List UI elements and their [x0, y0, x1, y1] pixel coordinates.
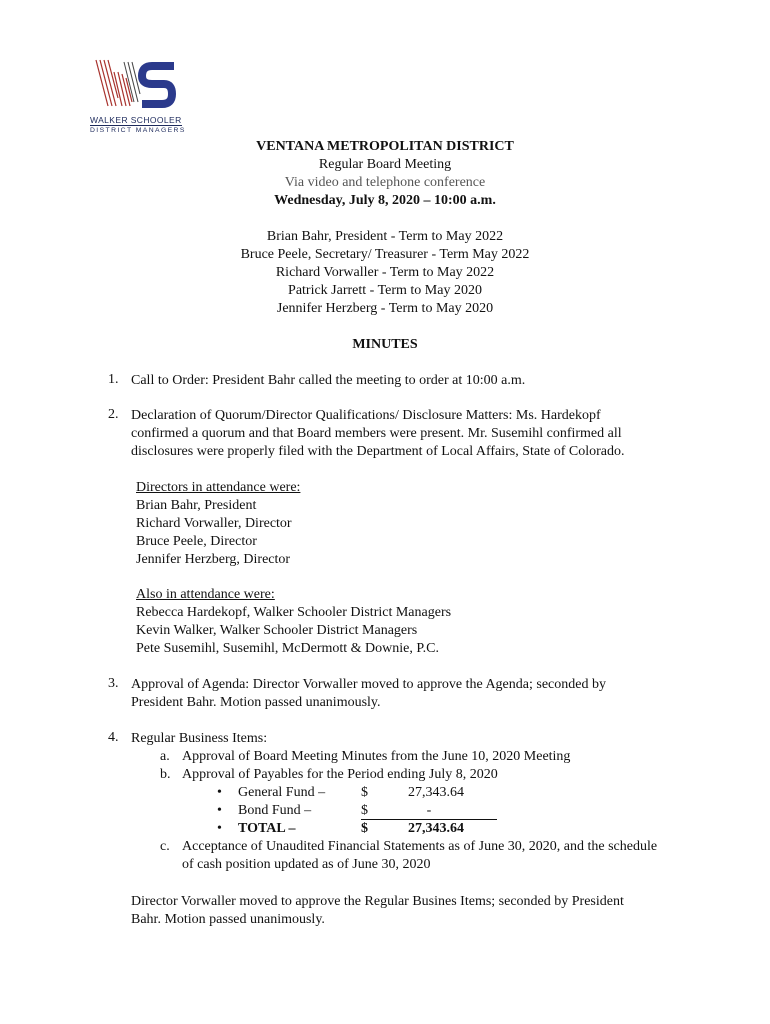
- board-member: Patrick Jarrett - Term to May 2020: [288, 283, 482, 298]
- director-entry: Bruce Peele, Director: [136, 534, 257, 549]
- item-number: 3.: [108, 676, 119, 691]
- director-entry: Richard Vorwaller, Director: [136, 516, 292, 531]
- motion-line1: Director Vorwaller moved to approve the Regular Busines Items; seconded by President: [131, 894, 624, 909]
- subitem-label: b.: [160, 767, 171, 782]
- bullet-icon: •: [217, 821, 222, 836]
- item-agenda-line2: President Bahr. Motion passed unanimously.: [131, 695, 381, 710]
- meeting-mode: Via video and telephone conference: [284, 175, 486, 190]
- payable-amount: 27,343.64: [408, 785, 464, 800]
- subitem-label: a.: [160, 749, 170, 764]
- logo-divider: [90, 125, 182, 126]
- item-agenda-line1: Approval of Agenda: Director Vorwaller moved to approve the Agenda; seconded by: [131, 677, 606, 692]
- subitem-financials-line1: Acceptance of Unaudited Financial Statements as of June 30, 2020, and the schedule: [182, 839, 658, 854]
- bullet-icon: •: [217, 785, 222, 800]
- payable-currency: $: [361, 803, 368, 818]
- meeting-datetime: Wednesday, July 8, 2020 – 10:00 a.m.: [274, 193, 496, 208]
- payable-currency: $: [361, 821, 368, 836]
- board-member: Jennifer Herzberg - Term to May 2020: [276, 301, 494, 316]
- item-number: 2.: [108, 407, 119, 422]
- attendee-entry: Pete Susemihl, Susemihl, McDermott & Downie, P.C.: [136, 641, 439, 656]
- payable-total-label: TOTAL –: [238, 821, 296, 836]
- payable-name: General Fund –: [238, 785, 326, 800]
- board-member: Richard Vorwaller - Term to May 2022: [275, 265, 495, 280]
- subitem-payables-approval: Approval of Payables for the Period ending July 8, 2020: [182, 767, 498, 782]
- directors-heading: Directors in attendance were:: [136, 480, 301, 495]
- item-quorum-line3: disclosures were properly filed with the Department of Local Affairs, State of Colorado.: [131, 444, 625, 459]
- logo-text-line2: DISTRICT MANAGERS: [90, 127, 186, 134]
- also-attendance-heading: Also in attendance were:: [136, 587, 275, 602]
- bullet-icon: •: [217, 803, 222, 818]
- board-member: Brian Bahr, President - Term to May 2022: [266, 229, 504, 244]
- meeting-type: Regular Board Meeting: [318, 157, 452, 172]
- item-business-heading: Regular Business Items:: [131, 731, 268, 746]
- board-member: Bruce Peele, Secretary/ Treasurer - Term May 2022: [240, 247, 530, 262]
- logo-text-line1: WALKER SCHOOLER: [90, 115, 182, 125]
- payable-name: Bond Fund –: [238, 803, 312, 818]
- subitem-label: c.: [160, 839, 170, 854]
- item-quorum-line1: Declaration of Quorum/Director Qualifications/ Disclosure Matters: Ms. Hardekopf: [131, 408, 601, 423]
- director-entry: Brian Bahr, President: [136, 498, 257, 513]
- item-number: 1.: [108, 372, 119, 387]
- item-number: 4.: [108, 730, 119, 745]
- director-entry: Jennifer Herzberg, Director: [136, 552, 291, 567]
- subitem-financials-line2: of cash position updated as of June 30, 2020: [182, 857, 431, 872]
- attendee-entry: Rebecca Hardekopf, Walker Schooler District Managers: [136, 605, 452, 620]
- payable-currency: $: [361, 785, 368, 800]
- payable-total-amount: 27,343.64: [408, 821, 464, 836]
- motion-line2: Bahr. Motion passed unanimously.: [131, 912, 325, 927]
- minutes-heading: MINUTES: [352, 337, 418, 352]
- payable-amount: -: [361, 802, 497, 820]
- district-title: VENTANA METROPOLITAN DISTRICT: [256, 139, 514, 154]
- item-quorum-line2: confirmed a quorum and that Board members were present. Mr. Susemihl confirmed all: [131, 426, 622, 441]
- ws-logo-mark-icon: [94, 54, 180, 110]
- company-logo: [90, 54, 186, 140]
- attendee-entry: Kevin Walker, Walker Schooler District Managers: [136, 623, 418, 638]
- subitem-minutes-approval: Approval of Board Meeting Minutes from the June 10, 2020 Meeting: [182, 749, 571, 764]
- item-call-to-order: Call to Order: President Bahr called the meeting to order at 10:00 a.m.: [131, 373, 526, 388]
